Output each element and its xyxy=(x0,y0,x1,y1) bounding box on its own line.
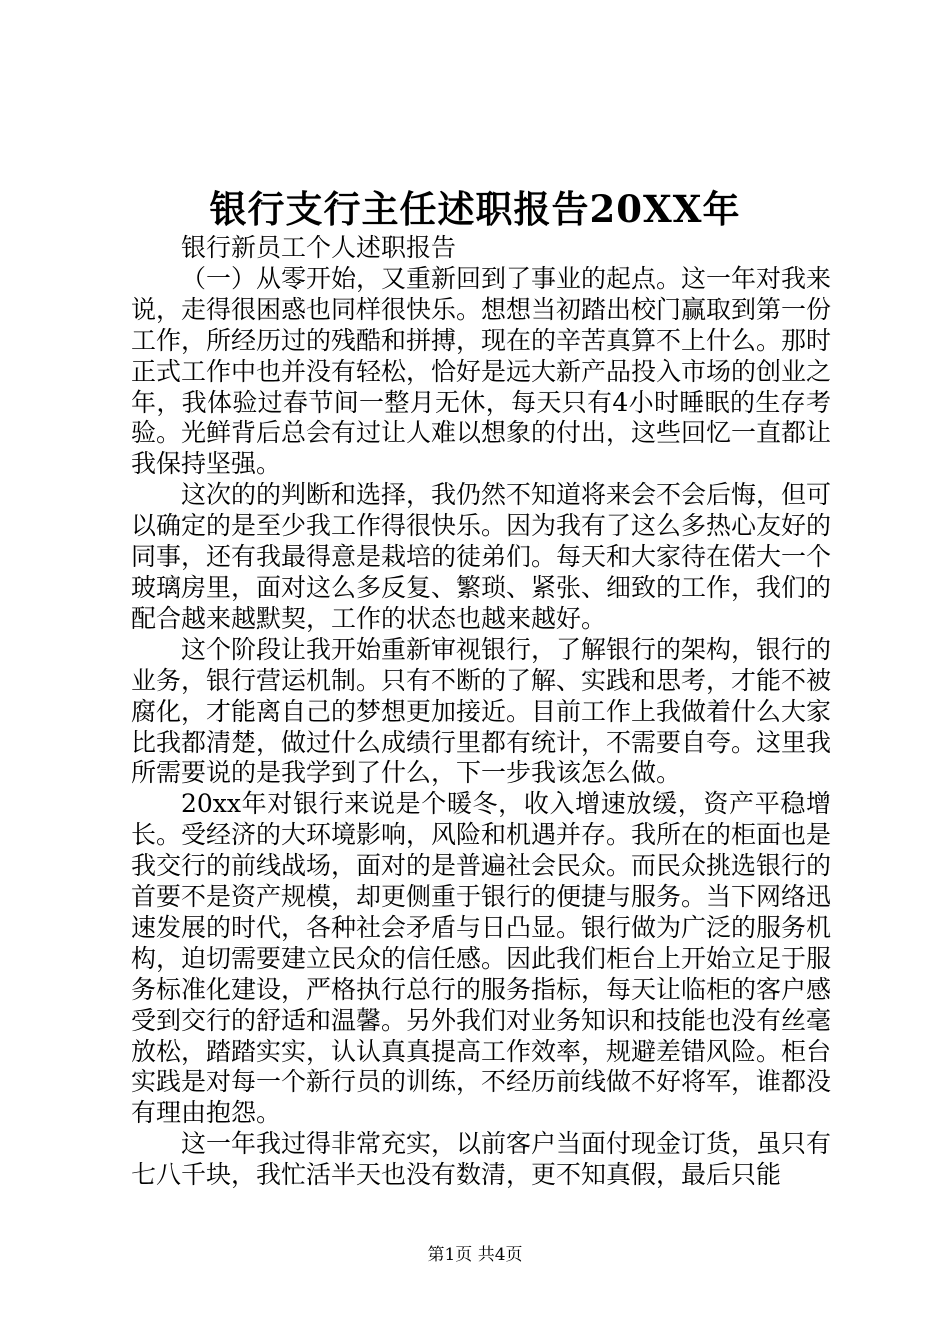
page-total: 共4页 xyxy=(477,1245,523,1265)
document-body xyxy=(131,233,831,1191)
document-title: 银行支行主任述职报告20XX年 xyxy=(209,187,741,231)
paragraph-1: （一）从零开始，又重新回到了事业的起点。这一年对我来说，走得很困惑也同样很快乐。想想当初踏出校门赢取到第一份工作，所经历过的残酷和拼搏，现在的辛苦真算不上什么。那时正式工作中也并没有轻松，恰好是远大新产品投入市场的创业之年，我体验过春节间一整月无休，每天只有4小时睡眠的生存考验。光鲜背后总会有过让人难以想象的付出，这些回忆一直都让我保持坚强。 xyxy=(131,263,832,479)
paragraph-2: 这次的的判断和选择，我仍然不知道将来会不会后悔，但可以确定的是至少我工作得很快乐。因为我有了这么多热心友好的同事，还有我最得意是栽培的徒弟们。每天和大家待在偌大一个玻璃房里，面对这么多反复、繁琐、紧张、细致的工作，我们的配合越来越默契，工作的状态也越来越好。 xyxy=(131,480,832,633)
subtitle-line: 银行新员工个人述职报告 xyxy=(181,233,457,262)
paragraph-5: 这一年我过得非常充实，以前客户当面付现金订货，虽只有七八千块，我忙活半天也没有数清，更不知真假，最后只能 xyxy=(131,1129,832,1190)
paragraph-3: 这个阶段让我开始重新审视银行，了解银行的架构，银行的业务，银行营运机制。只有不断的了解、实践和思考，才能不被腐化，才能离自己的梦想更加接近。目前工作上我做着什么大家比我都清楚，做过什么成绩行里都有统计，不需要自夸。这里我所需要说的是我学到了什么，下一步我该怎么做。 xyxy=(131,634,832,788)
page-number: 第1页 xyxy=(427,1245,473,1265)
paragraph-4: 20xx年对银行来说是个暖冬，收入增速放缓，资产平稳增长。受经济的大环境影响，风险和机遇并存。我所在的柜面也是我交行的前线战场，面对的是普遍社会民众。而民众挑选银行的首要不是资产规模，却更侧重于银行的便捷与服务。当下网络迅速发展的时代，各种社会矛盾与日凸显。银行做为广泛的服务机构，迫切需要建立民众的信任感。因此我们柜台上开始立足于服务标准化建设，严格执行总行的服务指标，每天让临柜的客户感受到交行的舒适和温馨。另外我们对业务知识和技能也没有丝毫放松，踏踏实实，认认真真提高工作效率，规避差错风险。柜台实践是对每一个新行员的训练，不经历前线做不好将军，谁都没有理由抱怨。 xyxy=(131,789,832,1128)
page-footer xyxy=(0,1243,950,1267)
